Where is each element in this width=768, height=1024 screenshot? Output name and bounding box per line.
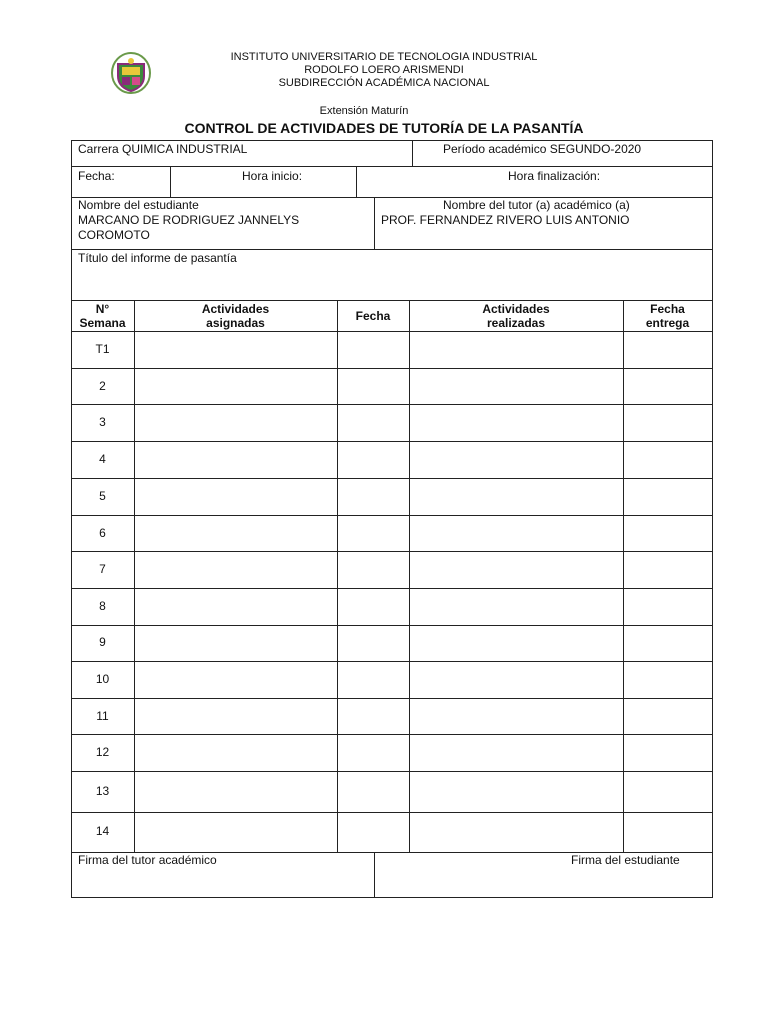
row-divider [71,441,713,442]
week-number: 3 [99,415,106,429]
row-divider [71,300,713,301]
firma-estudiante: Firma del estudiante [571,853,680,867]
estudiante-name: MARCANO DE RODRIGUEZ JANNELYS [78,213,300,227]
week-number: 4 [99,452,106,466]
col-header-fecha: Fecha [355,309,391,323]
week-number: 9 [99,635,106,649]
table-border [71,897,713,898]
row-divider [71,404,713,405]
cell-divider [412,140,413,167]
row-divider [71,478,713,479]
col-header-realizadas-line2: realizadas [486,316,546,330]
week-number: 7 [99,562,106,576]
row-divider [71,812,713,813]
row-divider [71,734,713,735]
col-header-entrega-line1: Fecha [650,302,685,316]
col-header-semana-line1: N° [95,302,110,316]
periodo-field: Período académico SEGUNDO-2020 [443,142,642,156]
row-divider [71,331,713,332]
row-divider [71,661,713,662]
week-number: T1 [95,342,110,356]
col-header-semana [71,302,134,330]
page-title: CONTROL DE ACTIVIDADES DE TUTORÍA DE LA PASANTÍA [184,120,584,136]
hora-finalizacion-field: Hora finalización: [508,169,601,183]
col-header-asignadas-line2: asignadas [206,316,265,330]
firma-tutor: Firma del tutor académico [78,853,217,867]
cell-divider [374,852,375,898]
row-divider [71,551,713,552]
week-number: 13 [95,784,110,798]
col-header-semana-line2: Semana [79,316,126,330]
cell-divider [374,197,375,250]
row-divider [71,698,713,699]
col-header-asignadas-line1: Actividades [201,302,270,316]
header-subdirection: SUBDIRECCIÓN ACADÉMICA NACIONAL [278,77,490,89]
tutor-name: PROF. FERNANDEZ RIVERO LUIS ANTONIO [381,213,630,227]
row-divider [71,625,713,626]
row-divider [71,515,713,516]
cell-divider [170,166,171,198]
hora-inicio-field: Hora inicio: [242,169,303,183]
row-divider [71,771,713,772]
col-header-entrega-line2: entrega [645,316,690,330]
cell-divider [356,166,357,198]
table-border [71,140,713,141]
week-number: 6 [99,526,106,540]
header-institute-name: RODOLFO LOERO ARISMENDI [304,64,464,76]
week-number: 11 [96,709,109,723]
estudiante-name-2: COROMOTO [78,228,150,242]
week-number: 12 [95,745,110,759]
week-number: 2 [99,379,106,393]
row-divider [71,166,713,167]
header-extension: Extensión Maturín [319,105,409,117]
estudiante-label: Nombre del estudiante [78,198,199,212]
week-number: 8 [99,599,106,613]
col-header-realizadas [409,302,623,330]
row-divider [71,249,713,250]
header-institute: INSTITUTO UNIVERSITARIO DE TECNOLOGIA INDUSTRIAL [230,51,538,63]
row-divider [71,588,713,589]
week-number: 5 [99,489,106,503]
carrera-field: Carrera QUIMICA INDUSTRIAL [78,142,248,156]
week-number: 14 [95,824,110,838]
titulo-informe-field: Título del informe de pasantía [78,251,237,265]
tutor-label: Nombre del tutor (a) académico (a) [443,198,630,212]
col-header-entrega [623,302,712,330]
fecha-field: Fecha: [78,169,115,183]
table-border [712,140,713,898]
col-header-realizadas-line1: Actividades [482,302,550,316]
week-number: 10 [95,672,110,686]
col-header-asignadas [134,302,337,330]
row-divider [71,368,713,369]
